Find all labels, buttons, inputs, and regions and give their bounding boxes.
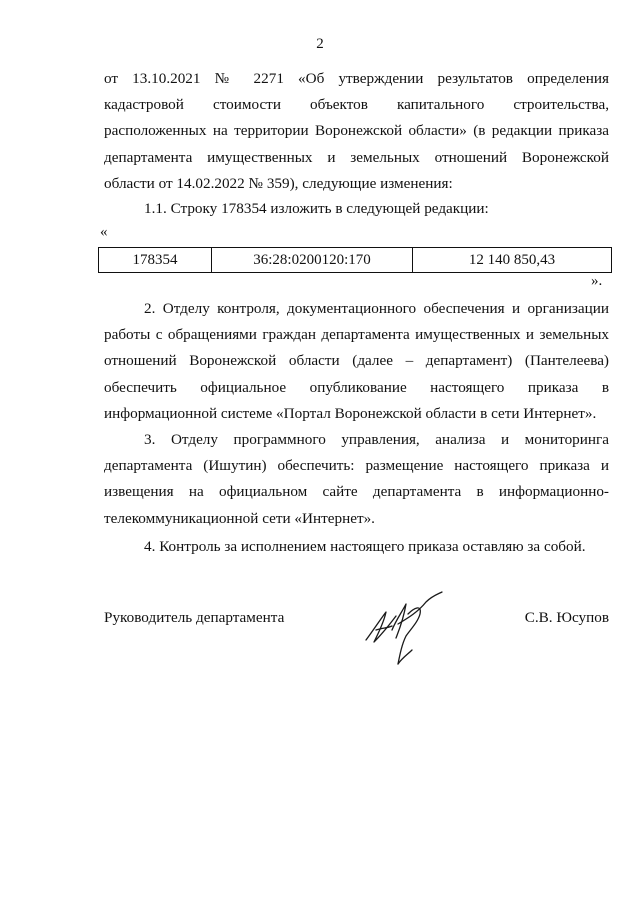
text-line: отношений Воронежской области (далее – департамент) (Пантелеева) — [104, 352, 609, 370]
text-line: департамента (Ишутин) обеспечить: размещение настоящего приказа и — [104, 457, 609, 475]
text-line: извещения на официальном сайте департамента в информационно- — [104, 483, 609, 501]
text-line: 3. Отделу программного управления, анализа и мониторинга — [144, 431, 609, 448]
handwritten-signature-icon — [362, 590, 452, 670]
text-line: от 13.10.2021 № 2271 «Об утверждении результатов определения — [104, 70, 609, 87]
amendment-table — [98, 247, 612, 273]
table-row — [99, 248, 612, 273]
closing-quote: ». — [591, 273, 603, 289]
text-line: обеспечить официальное опубликование настоящего приказа в — [104, 378, 609, 396]
text-line: департамента имущественных и земельных отношений Воронежской — [104, 148, 609, 166]
text-line: 2. Отделу контроля, документационного обеспечения и организации — [144, 300, 609, 317]
row-number-cell: 178354 — [99, 248, 212, 273]
text-line: области от 14.02.2022 № 359), следующие изменения: — [104, 174, 453, 192]
paragraph-item-3 — [104, 427, 609, 532]
paragraph-item-2 — [104, 296, 609, 427]
paragraph-order-reference — [104, 66, 609, 197]
cadastral-number-cell: 36:28:0200120:170 — [212, 248, 413, 273]
cadastral-value-cell: 12 140 850,43 — [413, 248, 612, 273]
text-line: информационной системе «Портал Воронежской области в сети Интернет». — [104, 404, 597, 422]
page-number: 2 — [316, 36, 324, 52]
paragraph-item-4 — [104, 534, 609, 560]
text-line: кадастровой стоимости объектов капитального строительства, — [104, 96, 609, 114]
paragraph-item-1-1 — [144, 196, 609, 222]
text-line: 4. Контроль за исполнением настоящего приказа оставляю за собой. — [144, 538, 586, 555]
text-line: телекоммуникационной сети «Интернет». — [104, 509, 375, 527]
text-line: расположенных на территории Воронежской области» (в редакции приказа — [104, 122, 609, 140]
opening-quote: « — [100, 224, 108, 240]
text-line: работы с обращениями граждан департамента имущественных и земельных — [104, 326, 609, 344]
signatory-name: С.В. Юсупов — [524, 609, 609, 626]
text-line: 1.1. Строку 178354 изложить в следующей редакции: — [144, 200, 489, 217]
signatory-title: Руководитель департамента — [104, 609, 285, 626]
